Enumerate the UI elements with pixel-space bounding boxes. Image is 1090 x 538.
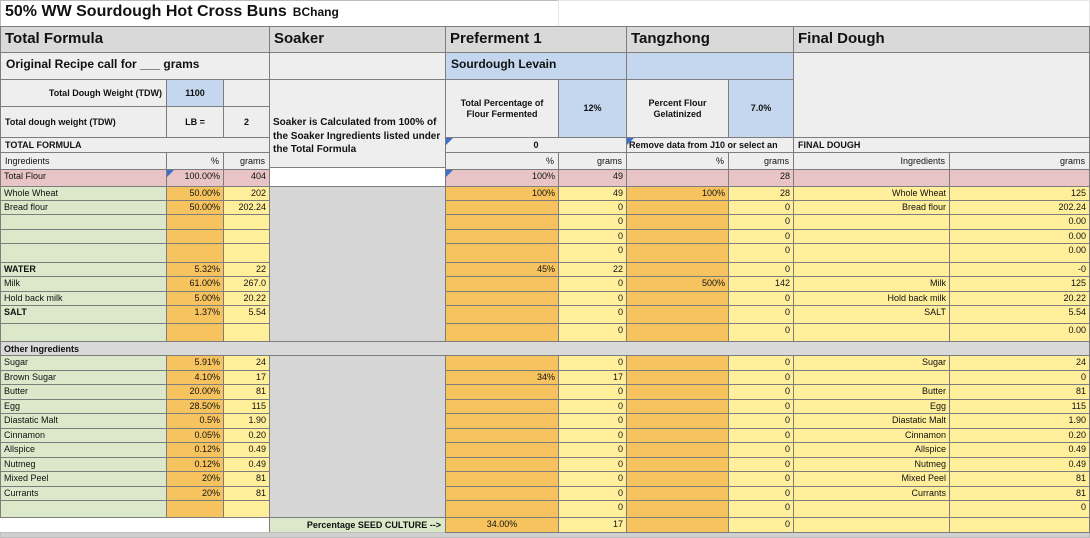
final-grams[interactable]: 0 [949, 500, 1090, 518]
ingredient-name[interactable]: Total Flour [0, 169, 167, 187]
preferment-pct[interactable] [445, 471, 559, 487]
final-grams[interactable]: -0 [949, 262, 1090, 277]
ingredient-pct[interactable]: 1.37% [166, 305, 224, 324]
final-ingredient-name[interactable]: SALT [793, 305, 950, 324]
final-ingredient-name[interactable] [793, 243, 950, 263]
tangzhong-pct[interactable] [626, 291, 729, 306]
total-formula-caps: TOTAL FORMULA [0, 137, 270, 153]
preferment-pct[interactable] [445, 442, 559, 458]
tangzhong-grams[interactable]: 0 [728, 413, 794, 429]
final-ingredient-name[interactable] [793, 500, 950, 518]
preferment-pct[interactable] [445, 486, 559, 501]
tangzhong-blank-cell[interactable] [626, 52, 794, 80]
preferment-grams[interactable]: 0 [558, 399, 627, 414]
final-grams[interactable]: 81 [949, 384, 1090, 400]
final-grams[interactable]: 20.22 [949, 291, 1090, 306]
preferment-grams[interactable]: 0 [558, 413, 627, 429]
preferment-pct[interactable] [445, 214, 559, 230]
final-ingredient-name[interactable]: Milk [793, 276, 950, 292]
tangzhong-pct[interactable] [626, 486, 729, 501]
tangzhong-pct[interactable] [626, 428, 729, 443]
final-dough-caps: FINAL DOUGH [793, 137, 1090, 153]
ingredient-grams[interactable]: 404 [223, 169, 270, 187]
ingredient-grams[interactable]: 0.20 [223, 428, 270, 443]
other-ingredients-header[interactable]: Other Ingredients [0, 341, 1090, 356]
preferment-pct[interactable]: 34.00% [445, 517, 559, 533]
tangzhong-grams[interactable]: 0 [728, 384, 794, 400]
preferment-grams[interactable]: 0 [558, 442, 627, 458]
final-grams[interactable]: 0.00 [949, 229, 1090, 244]
final-dough-blank-cell[interactable] [793, 52, 1090, 138]
final-ingredient-name[interactable] [793, 517, 950, 533]
tangzhong-pct[interactable] [626, 517, 729, 533]
tangzhong-pct[interactable] [626, 323, 729, 342]
final-ingredient-name[interactable]: Whole Wheat [793, 186, 950, 201]
tdw-blank-cell[interactable] [223, 79, 270, 107]
tangzhong-grams[interactable]: 0 [728, 355, 794, 371]
preferment-grams[interactable]: 0 [558, 323, 627, 342]
author-name: BChang [292, 5, 339, 19]
final-grams[interactable] [949, 169, 1090, 187]
tdw-lb-label: Total dough weight (TDW) [0, 106, 167, 138]
tangzhong-grams[interactable]: 0 [728, 399, 794, 414]
ingredient-pct[interactable]: 20% [166, 486, 224, 501]
final-ingredient-name[interactable]: Nutmeg [793, 457, 950, 472]
preferment-pct[interactable] [445, 276, 559, 292]
tangzhong-grams[interactable]: 0 [728, 323, 794, 342]
preferment-pct[interactable] [445, 384, 559, 400]
preferment-pct[interactable]: 34% [445, 370, 559, 385]
final-ingredient-name[interactable] [793, 370, 950, 385]
preferment-grams[interactable]: 0 [558, 471, 627, 487]
final-grams[interactable] [949, 517, 1090, 533]
tangzhong-grams[interactable]: 0 [728, 500, 794, 518]
ingredient-name[interactable]: Butter [0, 384, 167, 400]
preferment-pct[interactable] [445, 305, 559, 324]
tangzhong-pct[interactable] [626, 305, 729, 324]
final-grams[interactable]: 1.90 [949, 413, 1090, 429]
preferment-pct[interactable] [445, 457, 559, 472]
ingredient-name[interactable]: Bread flour [0, 200, 167, 215]
tz-col-grams: grams [728, 152, 794, 170]
ingredient-name[interactable] [0, 229, 167, 244]
tangzhong-grams[interactable]: 0 [728, 229, 794, 244]
preferment-pct[interactable] [445, 291, 559, 306]
preferment-pct[interactable] [445, 200, 559, 215]
final-col-grams: grams [949, 152, 1090, 170]
tangzhong-grams[interactable]: 0 [728, 457, 794, 472]
tangzhong-grams[interactable]: 0 [728, 428, 794, 443]
preferment-grams[interactable]: 0 [558, 355, 627, 371]
tangzhong-grams[interactable]: 0 [728, 291, 794, 306]
flour-gelatinized-input[interactable]: 7.0% [728, 79, 794, 138]
sourdough-levain-cell[interactable]: Sourdough Levain [445, 52, 627, 80]
ingredient-name[interactable] [0, 500, 167, 518]
ingredient-name[interactable]: SALT [0, 305, 167, 324]
preferment-grams[interactable]: 22 [558, 262, 627, 277]
final-ingredient-name[interactable] [793, 214, 950, 230]
preferment-grams[interactable]: 49 [558, 169, 627, 187]
tangzhong-pct[interactable] [626, 471, 729, 487]
preferment-header[interactable]: Preferment 1 [445, 26, 627, 53]
preferment-pct[interactable] [445, 355, 559, 371]
preferment-grams[interactable]: 0 [558, 214, 627, 230]
preferment-grams[interactable]: 0 [558, 200, 627, 215]
tangzhong-pct[interactable] [626, 200, 729, 215]
ingredient-name[interactable]: Whole Wheat [0, 186, 167, 201]
final-ingredient-name[interactable]: Cinnamon [793, 428, 950, 443]
ingredient-grams[interactable]: 1.90 [223, 413, 270, 429]
tangzhong-header[interactable]: Tangzhong [626, 26, 794, 53]
ingredient-grams[interactable]: 17 [223, 370, 270, 385]
preferment-grams[interactable]: 0 [558, 486, 627, 501]
col-pct: % [166, 152, 224, 170]
col-ingredients: Ingredients [0, 152, 167, 170]
ingredient-pct[interactable] [166, 500, 224, 518]
tangzhong-pct[interactable] [626, 442, 729, 458]
ingredient-pct[interactable] [166, 243, 224, 263]
tangzhong-pct[interactable] [626, 169, 729, 187]
pref-col-grams: grams [558, 152, 627, 170]
final-ingredient-name[interactable]: Hold back milk [793, 291, 950, 306]
tangzhong-pct[interactable]: 100% [626, 186, 729, 201]
preferment-pct[interactable]: 45% [445, 262, 559, 277]
original-recipe-cell[interactable]: Original Recipe call for ___ grams [0, 52, 270, 80]
sheet-title-cell[interactable] [0, 0, 559, 27]
tangzhong-grams[interactable]: 28 [728, 169, 794, 187]
ingredient-pct[interactable]: 0.5% [166, 413, 224, 429]
final-grams[interactable]: 0 [949, 370, 1090, 385]
final-ingredient-name[interactable]: Diastatic Malt [793, 413, 950, 429]
tangzhong-grams[interactable]: 0 [728, 305, 794, 324]
final-grams[interactable]: 0.00 [949, 243, 1090, 263]
final-grams[interactable]: 5.54 [949, 305, 1090, 324]
final-ingredient-name[interactable]: Sugar [793, 355, 950, 371]
tangzhong-pct[interactable] [626, 262, 729, 277]
tangzhong-pct[interactable] [626, 370, 729, 385]
preferment-grams[interactable]: 0 [558, 384, 627, 400]
preferment-grams[interactable]: 0 [558, 500, 627, 518]
total-formula-header[interactable]: Total Formula [0, 26, 270, 53]
tangzhong-pct[interactable] [626, 229, 729, 244]
tangzhong-pct[interactable]: 500% [626, 276, 729, 292]
tangzhong-pct[interactable] [626, 399, 729, 414]
col-grams: grams [223, 152, 270, 170]
ingredient-grams[interactable]: 0.49 [223, 442, 270, 458]
ingredient-name[interactable]: Mixed Peel [0, 471, 167, 487]
lb-value[interactable]: 2 [223, 106, 270, 138]
ingredient-grams[interactable]: 20.22 [223, 291, 270, 306]
ingredient-pct[interactable]: 0.05% [166, 428, 224, 443]
ingredient-name[interactable]: Diastatic Malt [0, 413, 167, 429]
soaker-header[interactable]: Soaker [269, 26, 446, 53]
tangzhong-grams[interactable]: 28 [728, 186, 794, 201]
ingredient-pct[interactable]: 0.12% [166, 442, 224, 458]
ingredient-grams[interactable] [223, 500, 270, 518]
preferment-grams[interactable]: 0 [558, 428, 627, 443]
final-grams[interactable]: 202.24 [949, 200, 1090, 215]
preferment-pct[interactable]: 100% [445, 186, 559, 201]
preferment-pct[interactable] [445, 243, 559, 263]
preferment-grams[interactable]: 0 [558, 457, 627, 472]
final-ingredient-name[interactable]: Butter [793, 384, 950, 400]
ingredient-pct[interactable]: 28.50% [166, 399, 224, 414]
ingredient-pct[interactable]: 61.00% [166, 276, 224, 292]
tangzhong-grams[interactable]: 0 [728, 214, 794, 230]
ingredient-grams[interactable]: 267.0 [223, 276, 270, 292]
preferment-pct[interactable] [445, 323, 559, 342]
preferment-pct[interactable] [445, 229, 559, 244]
ingredient-grams[interactable]: 115 [223, 399, 270, 414]
ingredient-pct[interactable]: 20.00% [166, 384, 224, 400]
final-grams[interactable]: 0.49 [949, 457, 1090, 472]
ingredient-pct[interactable] [166, 214, 224, 230]
final-ingredient-name[interactable]: Allspice [793, 442, 950, 458]
empty-title-cell[interactable] [558, 0, 1090, 27]
final-grams[interactable]: 125 [949, 276, 1090, 292]
ingredient-grams[interactable]: 22 [223, 262, 270, 277]
final-ingredient-name[interactable] [793, 262, 950, 277]
final-ingredient-name[interactable]: Mixed Peel [793, 471, 950, 487]
tdw-label: Total Dough Weight (TDW) [0, 79, 167, 107]
preferment-grams[interactable]: 0 [558, 276, 627, 292]
tangzhong-grams[interactable]: 0 [728, 262, 794, 277]
ingredient-name[interactable]: Cinnamon [0, 428, 167, 443]
tangzhong-grams[interactable]: 0 [728, 200, 794, 215]
ingredient-pct[interactable] [166, 323, 224, 342]
soaker-blank-cell[interactable] [269, 52, 446, 80]
final-ingredient-name[interactable] [793, 229, 950, 244]
preferment-pct[interactable]: 100% [445, 169, 559, 187]
preferment-zero-cell[interactable]: 0 [445, 137, 627, 153]
ingredient-name[interactable]: Egg [0, 399, 167, 414]
preferment-grams[interactable]: 49 [558, 186, 627, 201]
tangzhong-grams[interactable]: 142 [728, 276, 794, 292]
ingredient-grams[interactable]: 202 [223, 186, 270, 201]
ingredient-name[interactable]: Allspice [0, 442, 167, 458]
preferment-grams[interactable]: 17 [558, 517, 627, 533]
final-grams[interactable]: 0.20 [949, 428, 1090, 443]
ingredient-name[interactable] [0, 323, 167, 342]
ingredient-name[interactable]: WATER [0, 262, 167, 277]
ingredient-grams[interactable]: 81 [223, 471, 270, 487]
sheet-title: 50% WW Sourdough Hot Cross Buns [5, 3, 287, 20]
final-ingredient-name[interactable] [793, 169, 950, 187]
preferment-grams[interactable]: 17 [558, 370, 627, 385]
tangzhong-grams[interactable]: 0 [728, 471, 794, 487]
ingredient-pct[interactable]: 5.32% [166, 262, 224, 277]
ingredient-grams[interactable]: 81 [223, 486, 270, 501]
ingredient-pct[interactable]: 5.91% [166, 355, 224, 371]
tangzhong-pct[interactable] [626, 413, 729, 429]
final-grams[interactable]: 81 [949, 486, 1090, 501]
final-ingredient-name[interactable] [793, 323, 950, 342]
ingredient-pct[interactable]: 100.00% [166, 169, 224, 187]
final-dough-header[interactable]: Final Dough [793, 26, 1090, 53]
preferment-grams[interactable]: 0 [558, 229, 627, 244]
final-grams[interactable]: 0.49 [949, 442, 1090, 458]
preferment-pct[interactable] [445, 428, 559, 443]
ingredient-grams[interactable]: 5.54 [223, 305, 270, 324]
tangzhong-pct[interactable] [626, 500, 729, 518]
preferment-pct[interactable] [445, 399, 559, 414]
final-ingredient-name[interactable]: Currants [793, 486, 950, 501]
ingredient-grams[interactable]: 24 [223, 355, 270, 371]
tangzhong-pct[interactable] [626, 355, 729, 371]
ingredient-grams[interactable]: 81 [223, 384, 270, 400]
tangzhong-grams[interactable]: 0 [728, 243, 794, 263]
preferment-pct[interactable] [445, 413, 559, 429]
seed-culture-label: Percentage SEED CULTURE --> [269, 517, 446, 533]
ingredient-pct[interactable]: 50.00% [166, 200, 224, 215]
ingredient-grams[interactable] [223, 229, 270, 244]
ingredient-name[interactable]: Currants [0, 486, 167, 501]
ingredient-pct[interactable]: 0.12% [166, 457, 224, 472]
ingredient-grams[interactable]: 202.24 [223, 200, 270, 215]
ingredient-grams[interactable]: 0.49 [223, 457, 270, 472]
ingredient-pct[interactable]: 5.00% [166, 291, 224, 306]
final-ingredient-name[interactable]: Bread flour [793, 200, 950, 215]
final-grams[interactable]: 115 [949, 399, 1090, 414]
final-grams[interactable]: 0.00 [949, 323, 1090, 342]
preferment-grams[interactable]: 0 [558, 305, 627, 324]
tangzhong-grams[interactable]: 0 [728, 370, 794, 385]
final-grams[interactable]: 125 [949, 186, 1090, 201]
final-ingredient-name[interactable]: Egg [793, 399, 950, 414]
preferment-pct[interactable] [445, 500, 559, 518]
preferment-grams[interactable]: 0 [558, 243, 627, 263]
final-grams[interactable]: 0.00 [949, 214, 1090, 230]
ingredient-name[interactable]: Sugar [0, 355, 167, 371]
tz-col-pct: % [626, 152, 729, 170]
lb-label: LB = [166, 106, 224, 138]
tangzhong-pct[interactable] [626, 214, 729, 230]
tangzhong-pct[interactable] [626, 243, 729, 263]
tdw-input[interactable]: 1100 [166, 79, 224, 107]
ingredient-name[interactable]: Milk [0, 276, 167, 292]
preferment-grams[interactable]: 0 [558, 291, 627, 306]
flour-gelatinized-label: Percent Flour Gelatinized [626, 79, 729, 138]
ingredient-grams[interactable] [223, 323, 270, 342]
tangzhong-grams[interactable]: 0 [728, 442, 794, 458]
ingredient-name[interactable] [0, 214, 167, 230]
ingredient-grams[interactable] [223, 243, 270, 263]
ingredient-pct[interactable]: 4.10% [166, 370, 224, 385]
tangzhong-warning[interactable]: Remove data from J10 or select an [626, 137, 794, 153]
ingredient-pct[interactable]: 50.00% [166, 186, 224, 201]
soaker-note: Soaker is Calculated from 100% of the Soaker Ingredients listed under the Total Formula [269, 79, 446, 168]
tangzhong-pct[interactable] [626, 384, 729, 400]
flour-fermented-label: Total Percentage of Flour Fermented [445, 79, 559, 138]
tangzhong-grams[interactable]: 0 [728, 486, 794, 501]
ingredient-name[interactable]: Hold back milk [0, 291, 167, 306]
tangzhong-grams[interactable]: 0 [728, 517, 794, 533]
ingredient-name[interactable]: Brown Sugar [0, 370, 167, 385]
ingredient-pct[interactable] [166, 229, 224, 244]
flour-fermented-input[interactable]: 12% [558, 79, 627, 138]
tangzhong-pct[interactable] [626, 457, 729, 472]
ingredient-name[interactable]: Nutmeg [0, 457, 167, 472]
final-col-ingredients: Ingredients [793, 152, 950, 170]
final-grams[interactable]: 81 [949, 471, 1090, 487]
ingredient-pct[interactable]: 20% [166, 471, 224, 487]
ingredient-name[interactable] [0, 243, 167, 263]
final-grams[interactable]: 24 [949, 355, 1090, 371]
ingredient-grams[interactable] [223, 214, 270, 230]
pref-col-pct: % [445, 152, 559, 170]
